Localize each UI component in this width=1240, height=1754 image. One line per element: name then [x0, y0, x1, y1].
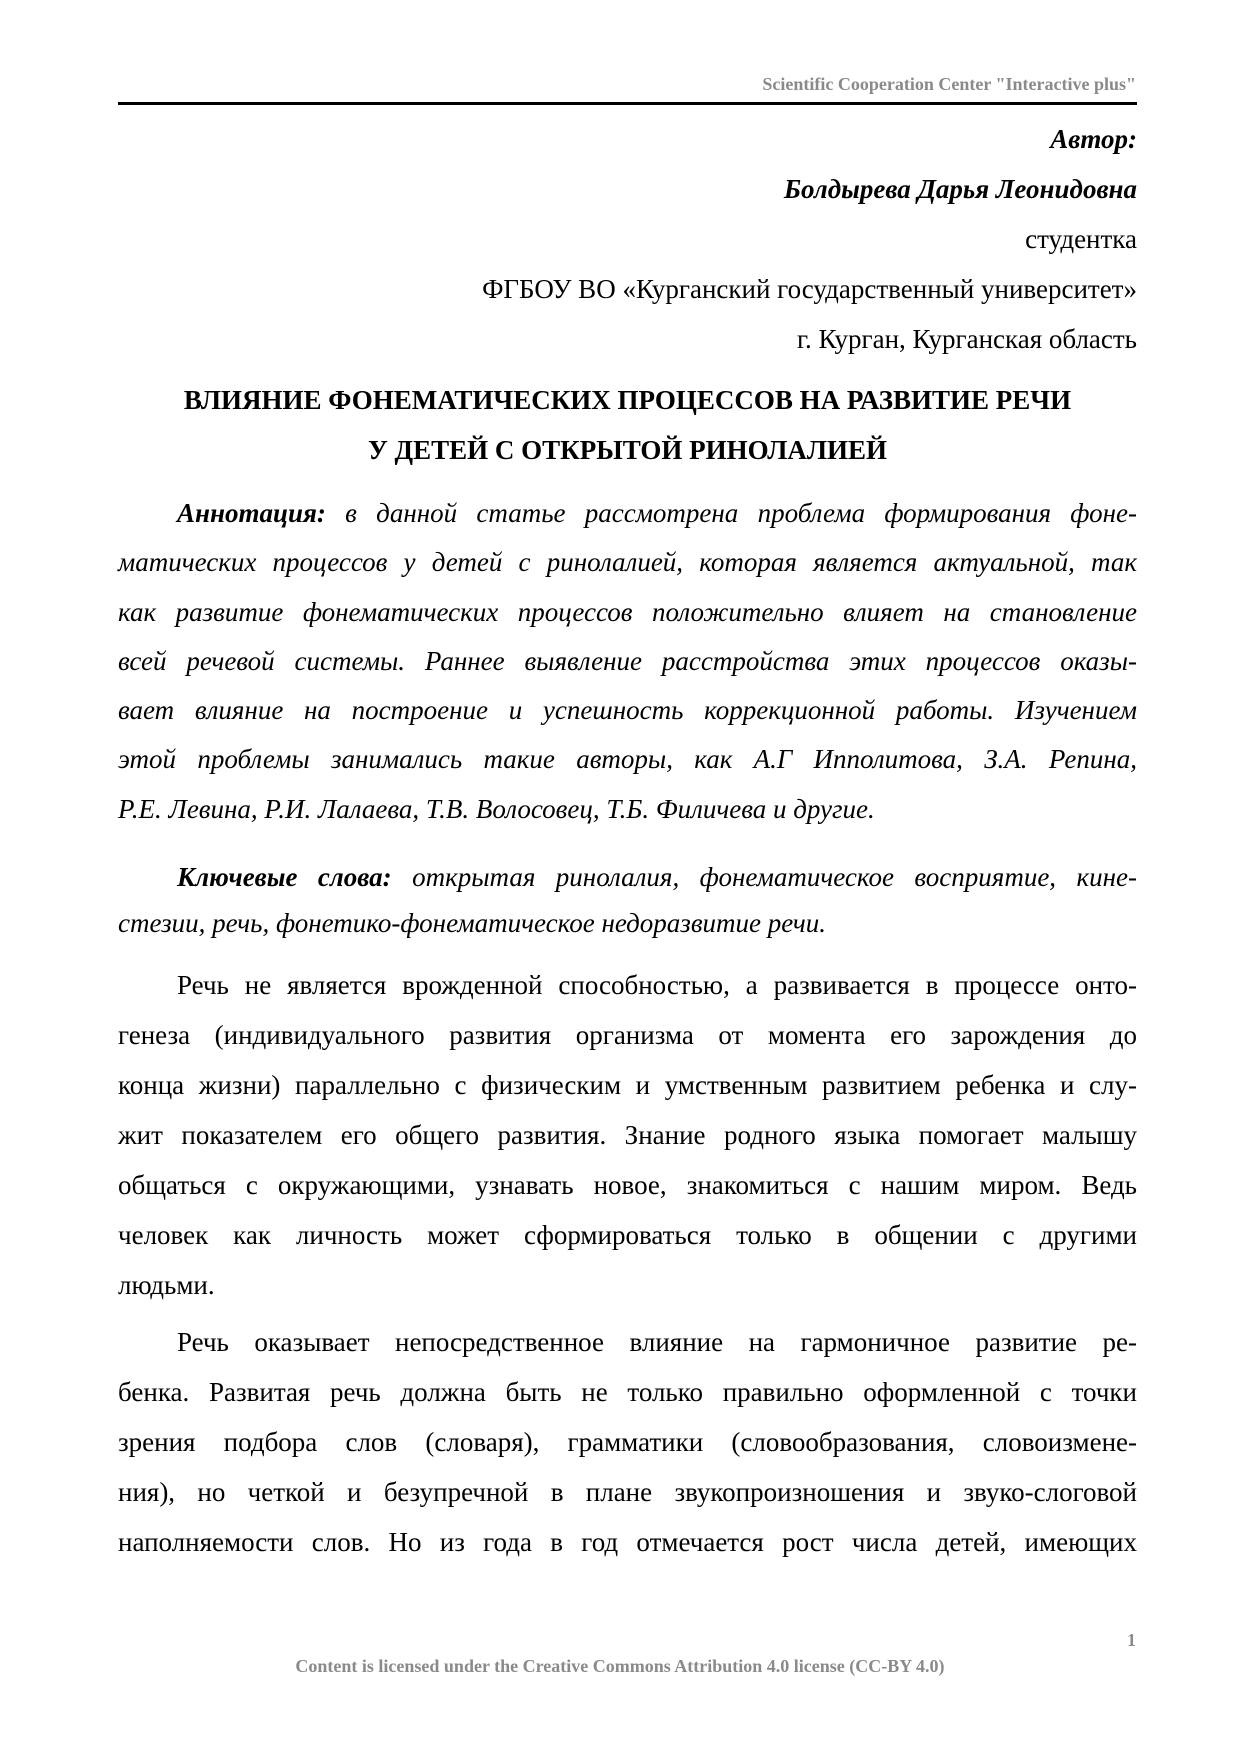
body-line: ния), но четкой и безупречной в плане звукопроизношения и звуко-слоговой	[118, 1477, 1137, 1507]
annotation-line: всей речевой системы. Раннее выявление расстройства этих процессов оказы-	[118, 645, 1137, 676]
body-line: Речь не является врожденной способностью, а развивается в процессе онто-	[177, 970, 1137, 1000]
body-line: наполняемости слов. Но из года в год отмечается рост числа детей, имеющих	[118, 1527, 1137, 1557]
body-line: конца жизни) параллельно с физическим и умственным развитием ребенка и слу-	[118, 1070, 1137, 1100]
keywords-line: стезии, речь, фонетико-фонематическое недоразвитие речи.	[118, 908, 827, 938]
header-rule	[118, 102, 1137, 105]
annotation-line: как развитие фонематических процессов положительно влияет на становление	[118, 596, 1137, 627]
body-line: Речь оказывает непосредственное влияние на гармоничное развитие ре-	[177, 1327, 1137, 1357]
annotation	[118, 489, 1137, 834]
keywords-line: Ключевые слова: открытая ринолалия, фонематическое восприятие, кине-	[177, 862, 1137, 892]
author-label: Автор:	[1050, 124, 1137, 154]
annotation-line: вает влияние на построение и успешность коррекционной работы. Изучением	[118, 695, 1137, 726]
annotation-label: Аннотация:	[177, 498, 326, 528]
running-header: Scientific Cooperation Center "Interactive plus"	[762, 74, 1136, 94]
annotation-line: Р.Е. Левина, Р.И. Лалаева, Т.В. Волосовец, Т.Б. Филичева и другие.	[118, 793, 875, 824]
annotation-line: Аннотация: в данной статье рассмотрена проблема формирования фоне-	[177, 498, 1137, 528]
annotation-line: матических процессов у детей с ринолалией, которая является актуальной, так	[118, 547, 1137, 578]
page-number: 1	[1127, 1630, 1136, 1650]
license-footer: Content is licensed under the Creative Commons Attribution 4.0 license (CC-BY 4.0)	[295, 1656, 945, 1676]
keywords-label: Ключевые слова:	[177, 862, 392, 892]
body-line: общаться с окружающими, узнавать новое, знакомиться с нашим миром. Ведь	[118, 1170, 1137, 1200]
title-line: ВЛИЯНИЕ ФОНЕМАТИЧЕСКИХ ПРОЦЕССОВ НА РАЗВИТИЕ РЕЧИ	[183, 385, 1072, 415]
body-line: человек как личность может сформироваться только в общении с другими	[118, 1220, 1137, 1250]
author-block	[118, 114, 1137, 364]
author-location: г. Курган, Курганская область	[797, 324, 1137, 354]
body-line: жит показателем его общего развития. Знание родного языка помогает малышу	[118, 1120, 1137, 1150]
author-name: Болдырева Дарья Леонидовна	[783, 174, 1137, 204]
body-line: зрения подбора слов (словаря), грамматики (словообразования, словоизмене-	[118, 1427, 1137, 1457]
title-line: У ДЕТЕЙ С ОТКРЫТОЙ РИНОЛАЛИЕЙ	[367, 435, 888, 465]
body-paragraph-1	[118, 960, 1137, 1310]
body-paragraph-2	[118, 1317, 1137, 1567]
author-position: студентка	[1025, 224, 1137, 254]
body-line: бенка. Развитая речь должна быть не только правильно оформленной с точки	[118, 1377, 1137, 1407]
keywords	[118, 854, 1137, 946]
author-organization: ФГБОУ ВО «Курганский государственный университет»	[482, 274, 1137, 304]
annotation-line: этой проблемы занимались такие авторы, как А.Г Ипполитова, З.А. Репина,	[118, 744, 1137, 775]
body-line: генеза (индивидуального развития организма от момента его зарождения до	[118, 1020, 1137, 1050]
article-title	[118, 375, 1137, 475]
body-line: людьми.	[118, 1270, 215, 1300]
